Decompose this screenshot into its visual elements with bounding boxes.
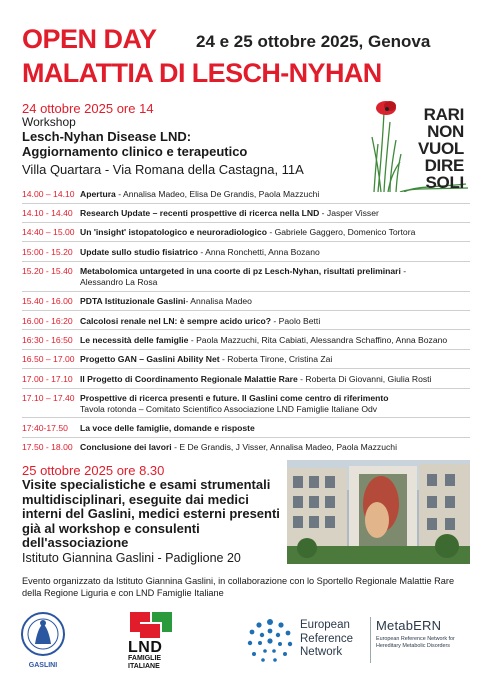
lnd-acronym: LND xyxy=(128,639,163,656)
schedule-time: 17:40-17.50 xyxy=(22,423,68,433)
schedule-title: Il Progetto di Coordinamento Regionale Malattie Rare xyxy=(80,374,298,384)
gaslini-logo xyxy=(20,610,66,674)
divider xyxy=(22,261,470,262)
workshop-type: Workshop xyxy=(22,115,76,129)
schedule-time: 17.50 - 18.00 xyxy=(22,442,73,452)
schedule-description xyxy=(80,354,468,365)
metabern-subtitle: European Reference Network for Hereditary Metabolic Disorders xyxy=(376,636,455,649)
ern-line1: European xyxy=(300,619,350,631)
divider xyxy=(22,291,470,292)
schedule-time: 16.00 - 16:20 xyxy=(22,316,73,326)
schedule-title: Research Update – recenti prospettive di ricerca nella LND xyxy=(80,208,320,218)
schedule-description xyxy=(80,335,468,346)
schedule-title: PDTA Istituzionale Gaslini xyxy=(80,296,186,306)
day2-date: 25 ottobre 2025 ore 8.30 xyxy=(22,463,165,478)
ern-dots-icon xyxy=(245,616,295,666)
ern-logo-text xyxy=(300,619,353,660)
schedule-time: 14.00 – 14.10 xyxy=(22,189,75,199)
schedule-description xyxy=(80,247,468,258)
workshop-title-line2: Aggiornamento clinico e terapeutico xyxy=(22,144,248,159)
schedule-speakers: - Roberta Di Giovanni, Giulia Rosti xyxy=(297,374,432,384)
lnd-line1: FAMIGLIE xyxy=(128,655,162,662)
schedule-title: Un 'insight' istopatologico e neuroradiologico xyxy=(80,227,267,237)
schedule-title: Progetto GAN – Gaslini Ability Net xyxy=(80,354,220,364)
divider xyxy=(22,417,470,418)
divider xyxy=(22,349,470,350)
metabern-title: MetabERN xyxy=(376,618,442,633)
schedule-time: 15.40 - 16.00 xyxy=(22,296,73,306)
schedule-title: Calcolosi renale nel LN: è sempre acido urico? xyxy=(80,316,272,326)
building-image xyxy=(287,460,470,564)
lnd-puzzle-icon xyxy=(126,608,186,642)
lnd-line2: ITALIANE xyxy=(128,663,160,670)
divider xyxy=(22,241,470,242)
schedule-description xyxy=(80,208,468,219)
schedule-description xyxy=(80,227,468,238)
schedule-time: 15.20 - 15.40 xyxy=(22,266,73,276)
rari-word: RARI xyxy=(423,105,464,124)
divider xyxy=(22,368,470,369)
schedule-title: Prospettive di ricerca presenti e future. Il Gaslini come centro di riferimento xyxy=(80,393,389,403)
schedule-speakers: - Paola Mazzuchi, Rita Cabiati, Alessandra Schaffino, Anna Bozano xyxy=(188,335,448,345)
divider xyxy=(22,329,470,330)
schedule-speakers: - Annalisa Madeo xyxy=(185,296,252,306)
schedule-speakers: - Anna Ronchetti, Anna Bozano xyxy=(197,247,320,257)
schedule-title: Le necessità delle famiglie xyxy=(80,335,189,345)
schedule-speakers: Alessandro La Rosa xyxy=(80,276,158,287)
schedule-description xyxy=(80,266,468,287)
rari-word: SOLI xyxy=(425,173,464,192)
workshop-title xyxy=(22,129,302,159)
divider xyxy=(22,310,470,311)
schedule-time: 17.10 – 17.40 xyxy=(22,393,75,403)
schedule-description xyxy=(80,189,468,200)
schedule-description xyxy=(80,423,468,434)
schedule-speakers: - Jasper Visser xyxy=(319,208,379,218)
schedule-description xyxy=(80,442,468,453)
schedule-title: Metabolomica untargeted in una coorte di pz Lesch-Nyhan, risultati preliminari xyxy=(80,266,401,276)
workshop-title-line1: Lesch-Nyhan Disease LND: xyxy=(22,129,192,144)
schedule-speakers: - Annalisa Madeo, Elisa De Grandis, Paola Mazzuchi xyxy=(115,189,320,199)
schedule-title: Update sullo studio fisiatrico xyxy=(80,247,198,257)
gaslini-seal-icon xyxy=(20,610,66,674)
schedule-description xyxy=(80,374,468,385)
gaslini-logo-text: GASLINI xyxy=(28,662,58,669)
event-dates: 24 e 25 ottobre 2025, Genova xyxy=(196,32,431,51)
ern-line3: Network xyxy=(300,646,343,658)
gaslini-building-photo xyxy=(287,460,470,564)
schedule-time: 17.00 - 17.10 xyxy=(22,374,73,384)
schedule-round-table: Tavola rotonda – Comitato Scientifico Associazione LND Famiglie Italiane Odv xyxy=(80,403,378,414)
schedule-time: 16.50 – 17.00 xyxy=(22,354,75,364)
schedule-speakers: - E De Grandis, J Visser, Annalisa Madeo, Paola Mazzuchi xyxy=(171,442,397,452)
metabern-logo xyxy=(376,618,472,649)
logo-divider xyxy=(370,617,371,663)
schedule-description xyxy=(80,393,468,414)
organizer-note: Evento organizzato da Istituto Giannina Gaslini, in collaborazione con lo Sportello Regionale Malattie Rare della Regione Liguria e con LND Famiglie Italiane xyxy=(22,576,455,598)
schedule-separator: - xyxy=(400,266,407,276)
workshop-date: 24 ottobre 2025 ore 14 xyxy=(22,101,154,116)
schedule-speakers: - Roberta Tirone, Cristina Zai xyxy=(219,354,333,364)
schedule-time: 14.10 - 14.40 xyxy=(22,208,73,218)
schedule-speakers: - Gabriele Gaggero, Domenico Tortora xyxy=(266,227,416,237)
schedule-title: Apertura xyxy=(80,189,116,199)
rari-logo-text xyxy=(404,106,464,191)
schedule-speakers: - Paolo Betti xyxy=(271,316,321,326)
ern-line2: Reference xyxy=(300,632,354,645)
schedule-time: 15:00 - 15.20 xyxy=(22,247,73,257)
divider xyxy=(22,203,470,204)
rari-non-vuol-dire-soli-logo xyxy=(370,92,470,192)
schedule-title: La voce delle famiglie, domande e risposte xyxy=(80,423,255,433)
rari-word: VUOL xyxy=(417,139,464,158)
divider xyxy=(22,222,470,223)
ern-dots-logo xyxy=(245,616,295,666)
schedule-title: Conclusione dei lavori xyxy=(80,442,172,452)
divider xyxy=(22,437,470,438)
schedule-description xyxy=(80,296,468,307)
schedule-time: 14:40 – 15.00 xyxy=(22,227,75,237)
disease-title: MALATTIA DI LESCH-NYHAN xyxy=(22,58,382,88)
day2-description: Visite specialistiche e esami strumentali multidisciplinari, eseguite dai medici interni del Gaslini, medici esterni presenti già al workshop e consulenti dell'associazione xyxy=(22,477,280,550)
lnd-logo-text xyxy=(128,640,162,671)
schedule-description xyxy=(80,316,468,327)
divider xyxy=(22,388,470,389)
rari-word: DIRE xyxy=(424,156,464,175)
rari-word: NON xyxy=(427,122,464,141)
workshop-venue: Villa Quartara - Via Romana della Castagna, 11A xyxy=(22,162,304,177)
event-title: OPEN DAY xyxy=(22,24,157,54)
schedule-time: 16:30 - 16:50 xyxy=(22,335,73,345)
day2-venue: Istituto Giannina Gaslini - Padiglione 20 xyxy=(22,551,241,565)
